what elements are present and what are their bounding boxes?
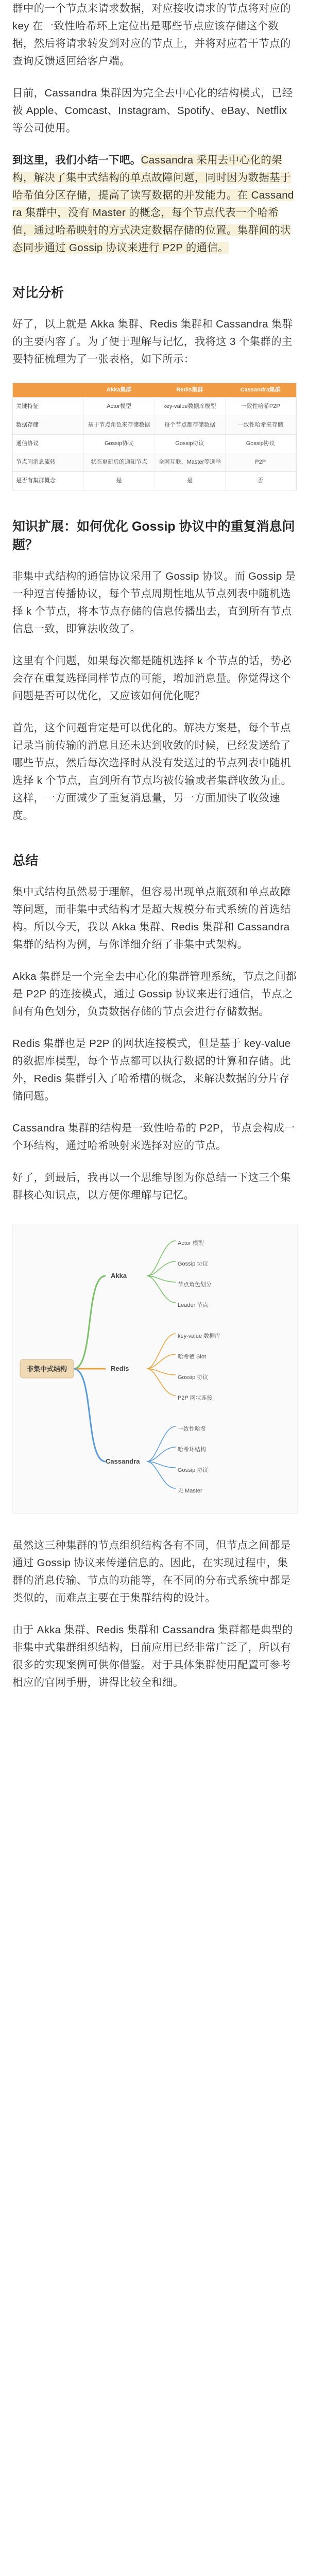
table-row: [13, 416, 296, 435]
mindmap-leaf-link: [147, 1462, 176, 1468]
summary-text: Cassandra 采用去中心化的架构，解决了集中式结构的单点故障问题，同时因为数据基于哈希值分区存储，提高了读写数据的并发能力。在 Cassandra 集群中，没有 Master 的概念，每个节点代表一个哈希值，通过哈希映射的方式决定数据存储的位置。集群间的状态同步通过 Gossip 协议来进行 P2P 的通信。: [12, 154, 294, 254]
table-header: [13, 383, 83, 398]
paragraph-8: 集中式结构虽然易于理解，但容易出现单点瓶颈和单点故障等问题，而非集中式结构才是超大规模分布式系统的首选结构。所以今天，我以 Akka 集群、Redis 集群和 Cassandra 集群的结构为例，与你详细介绍了非集中式架构。: [12, 886, 291, 950]
mindmap-leaf: key-value 数据库: [178, 1333, 221, 1339]
mindmap-leaf-link: [147, 1276, 176, 1282]
table-cell: 每个节点都存储数据: [154, 416, 225, 435]
paragraph-14: 由于 Akka 集群、Redis 集群和 Cassandra 集群都是典型的非集中式集群组织结构，目前应用已经非常广泛了，所以有很多的实现案例可供你借鉴。对于具体集群使用配置可参考相应的官网手册，讲得比较全和细。: [12, 1624, 293, 1688]
table-row: [13, 398, 296, 416]
heading-compare: 对比分析: [12, 286, 64, 300]
mindmap-root-label: 非集中式结构: [26, 1365, 67, 1373]
mindmap-leaf-link: [147, 1426, 176, 1462]
paragraph-6: 这里有个问题，如果每次都是随机选择 k 个节点的话，势必会存在重复选择同样节点的可能，增加消息量。你觉得这个问题是否可以优化，又应该如何优化呢？: [12, 655, 292, 702]
table-cell: 是否有集群概念: [13, 472, 83, 490]
mindmap-branch-akka: [111, 1239, 212, 1308]
table-row: [13, 453, 296, 472]
mindmap-leaf: Gossip 协议: [178, 1467, 209, 1473]
table-row: [13, 435, 296, 453]
paragraph-2: 目前，Cassandra 集群因为完全去中心化的结构模式，已经被 Apple、Comcast、Instagram、Spotify、eBay、Netflix 等公司使用。: [12, 87, 293, 134]
mind-map: [12, 1224, 298, 1514]
mindmap-leaf-link: [147, 1241, 176, 1276]
table-cell: 一致性哈希P2P: [225, 398, 296, 416]
mindmap-branch-label: Cassandra: [106, 1457, 140, 1465]
table-cell: 关键特征: [13, 398, 83, 416]
table-cell: 基于节点角色来存储数据: [83, 416, 154, 435]
table-cell: 一致性哈希来存储: [225, 416, 296, 435]
paragraph-10: Redis 集群也是 P2P 的网状连接模式，但是基于 key-value 的数据库模型，每个节点都可以执行数据的计算和存储。此外，Redis 集群引入了哈希槽的概念，来解决数据的分片存储问题。: [12, 1038, 291, 1102]
mindmap-leaf: Leader 节点: [178, 1302, 209, 1308]
paragraph-11: Cassandra 集群的结构是一致性哈希的 P2P，节点会构成一个环结构，通过哈希映射来选择对应的节点。: [12, 1122, 295, 1152]
paragraph-5: 非集中式结构的通信协议采用了 Gossip 协议。而 Gossip 是一种逗言传播协议，每个节点周期性地从节点列表中随机选择 k 个节点，将本节点存储的信息传播出去，直到所有节点信息一致，即算法收敛了。: [12, 570, 296, 635]
mindmap-leaf: 哈希槽 Slot: [178, 1354, 207, 1360]
mindmap-leaf-link: [147, 1276, 176, 1303]
mindmap-branch-label: Akka: [111, 1272, 127, 1279]
mindmap-leaf-link: [147, 1369, 176, 1375]
table-cell: P2P: [225, 453, 296, 472]
comparison-table: [12, 383, 297, 490]
mindmap-link: [74, 1369, 106, 1462]
table-cell: Gossip协议: [154, 435, 225, 453]
table-header: Akka集群: [83, 383, 154, 398]
table-cell: 数据存储: [13, 416, 83, 435]
table-cell: key-value数据库模型: [154, 398, 225, 416]
table-row: [13, 472, 296, 490]
mindmap-root: [20, 1359, 74, 1378]
table-header: Cassandra集群: [225, 383, 296, 398]
table-cell: 是: [83, 472, 154, 490]
table-cell: Gossip协议: [225, 435, 296, 453]
mindmap-leaf: 哈希环结构: [178, 1447, 206, 1453]
mindmap-leaf: Actor 模型: [178, 1240, 204, 1246]
paragraph-12: 好了，到最后，我再以一个思维导图为你总结一下这三个集群核心知识点，以方便你理解与记忆。: [12, 1172, 291, 1201]
mindmap-branch-cassandra: [106, 1425, 208, 1494]
table-header: Redis集群: [154, 383, 225, 398]
paragraph-3: [12, 152, 297, 257]
table-cell: 全网互联、Master等选举: [154, 453, 225, 472]
paragraph-13: 虽然这三种集群的节点组织结构各有不同，但节点之间都是通过 Gossip 协议来传递信息的。因此，在实现过程中，集群的消息传输、节点的功能等，在不同的分布式系统中都是类似的，而难点主要在于集群结构的设计。: [12, 1539, 291, 1604]
paragraph-4: 好了，以上就是 Akka 集群、Redis 集群和 Cassandra 集群的主要内容了。为了便于理解与记忆，我将这 3 个集群的主要特征梳理为了一张表格，如下所示：: [12, 318, 293, 365]
mindmap-leaf: 无 Master: [178, 1488, 202, 1494]
paragraph-7: 首先，这个问题肯定是可以优化的。解决方案是，每个节点记录当前传输的消息且还未达到收敛的时候，已经发送给了哪些节点，然后每次选择时从没有发送过的节点列表中随机选择 k 个节点，直到所有节点均被传输或者集群收敛为止。这样，一方面减少了重复消息量，另一方面加快了收敛速度。: [12, 722, 292, 822]
mindmap-leaf: Gossip 协议: [178, 1374, 209, 1381]
heading-knowledge: 知识扩展：如何优化 Gossip 协议中的重复消息问题？: [12, 519, 295, 552]
table-cell: 节点间消息流转: [13, 453, 83, 472]
heading-summary: 总结: [12, 854, 39, 868]
mindmap-leaf-link: [147, 1369, 176, 1396]
mindmap-leaf: Gossip 协议: [178, 1261, 209, 1267]
table-cell: 通信协议: [13, 435, 83, 453]
paragraph-9: Akka 集群是一个完全去中心化的集群管理系统，节点之间都是 P2P 的连接模式，通过 Gossip 协议来进行通信，节点之间有角色划分，负责数据存储的节点会进行存储数据。: [12, 971, 297, 1018]
mindmap-link: [74, 1276, 106, 1369]
paragraph-1: 群中的一个节点来请求数据，对应接收请求的节点将对应的 key 在一致性哈希环上定位出是哪些节点应该存储这个数据，然后将请求转发到对应的节点上，并将对应若干节点的查询反馈返回给客户端。: [12, 3, 291, 67]
mindmap-leaf-link: [147, 1334, 176, 1369]
table-cell: Actor模型: [83, 398, 154, 416]
mindmap-branch-label: Redis: [111, 1365, 129, 1372]
mindmap-leaf: 节点角色划分: [178, 1282, 212, 1288]
summary-lead: 到这里，我们小结一下吧。: [12, 154, 141, 166]
mindmap-leaf-link: [147, 1462, 176, 1488]
mindmap-branch-redis: [111, 1332, 220, 1401]
table-cell: Gossip协议: [83, 435, 154, 453]
mindmap-leaf: 一致性哈希: [178, 1426, 206, 1432]
mindmap-leaf: P2P 网状连接: [178, 1395, 213, 1401]
table-cell: 是: [154, 472, 225, 490]
table-cell: 状态更新后的通知节点: [83, 453, 154, 472]
table-cell: 否: [225, 472, 296, 490]
